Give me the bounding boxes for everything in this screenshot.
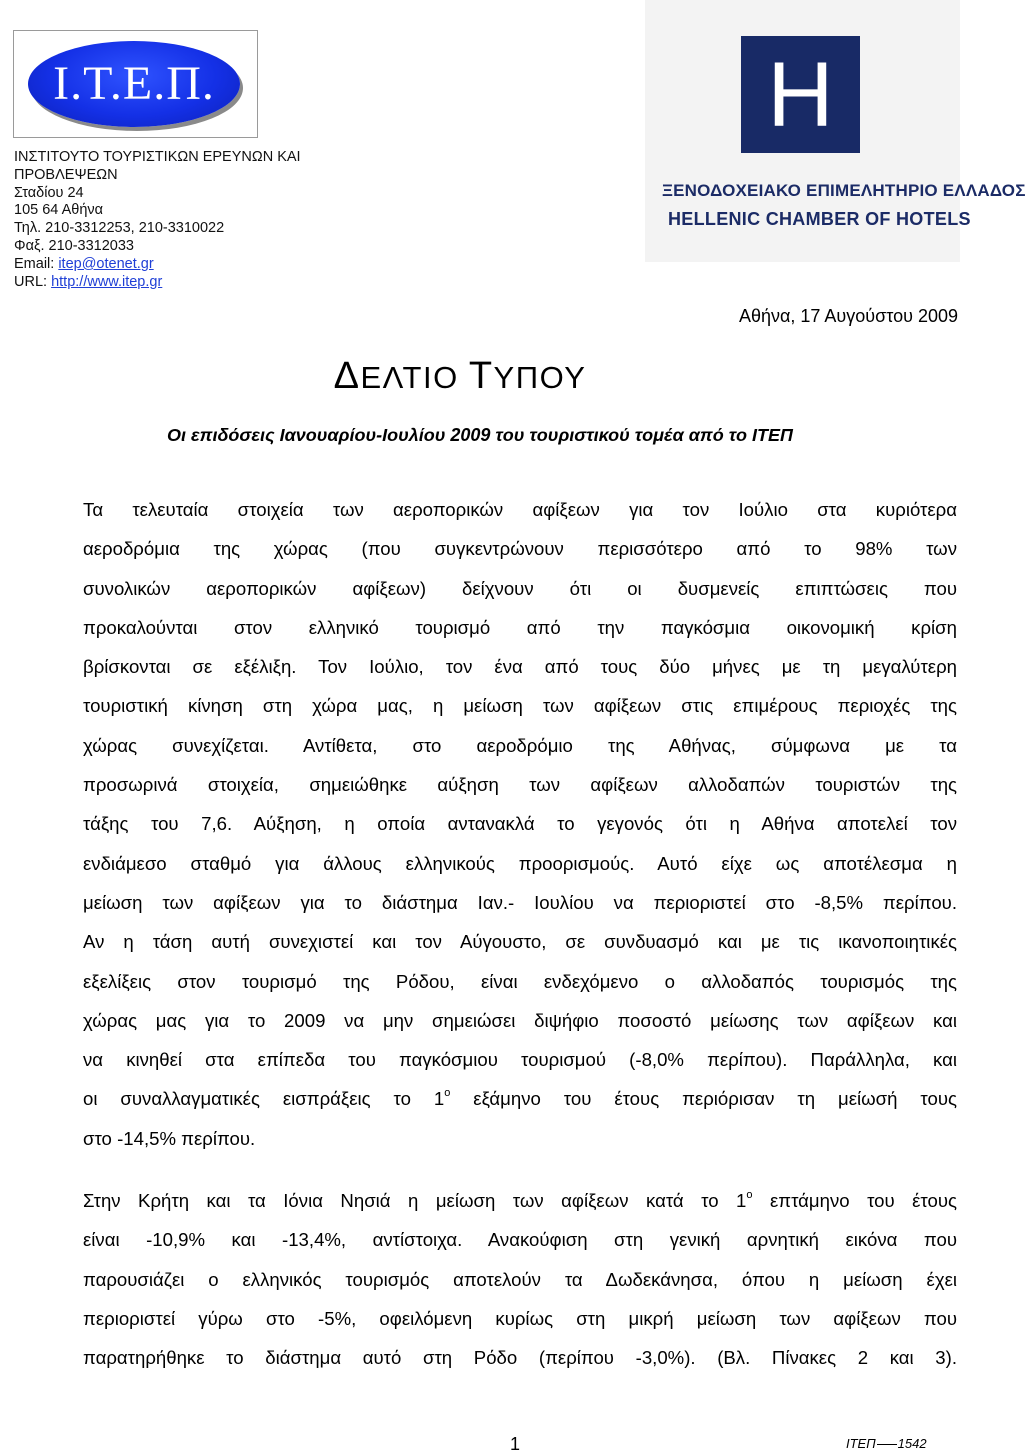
postcode-city: 105 64 Αθήνα bbox=[14, 202, 104, 219]
paragraph-line: Τα τελευταία στοιχεία των αεροπορικών αφίξεων για τον Ιούλιο στα κυριότερα bbox=[83, 499, 957, 520]
line-text: οι συναλλαγματικές εισπράξεις το 1 bbox=[83, 1088, 445, 1110]
footer-code-dash bbox=[877, 1444, 897, 1445]
paragraph-line: εξελίξεις στον τουρισμό της Ρόδου, είναι ενδεχόμενο ο αλλοδαπός τουρισμός της bbox=[83, 970, 957, 992]
paragraph-line: Αν η τάση αυτή συνεχιστεί και τον Αύγουστο, σε συνδυασμό και με τις ικανοποιητικές bbox=[83, 931, 957, 953]
line-text: εξάμηνο του έτους περιόρισαν τη μείωσή τους bbox=[450, 1088, 957, 1110]
paragraph-line: ενδιάμεσο σταθμό για άλλους ελληνικούς προορισμούς. Αυτό είχε ως αποτέλεσμα η bbox=[83, 852, 957, 874]
fax-number: Φαξ. 210-3312033 bbox=[14, 237, 134, 254]
paragraph-line: προσωρινά στοιχεία, σημειώθηκε αύξηση των αφίξεων αλλοδαπών τουριστών της bbox=[83, 774, 957, 796]
paragraph-line: παρουσιάζει ο ελληνικός τουρισμός αποτελούν τα Δωδεκάνησα, όπου η μείωση έχει bbox=[83, 1268, 957, 1290]
paragraph-line: προκαλούνται στον ελληνικό τουρισμό από την παγκόσμια οικονομική κρίση bbox=[83, 616, 957, 638]
paragraph-line: βρίσκονται σε εξέλιξη. Τον Ιούλιο, τον ένα από τους δύο μήνες με τη μεγαλύτερη bbox=[83, 656, 957, 678]
press-release-subtitle: Οι επιδόσεις Ιανουαρίου-Ιουλίου 2009 του τουριστικού τομέα από το ΙΤΕΠ bbox=[167, 425, 793, 445]
email-line bbox=[14, 256, 374, 274]
paragraph-line: αεροδρόμια της χώρας (που συγκεντρώνουν περισσότερο από το 98% των bbox=[83, 538, 957, 560]
email-label: Email: bbox=[14, 255, 59, 272]
body-paragraph-1 bbox=[83, 490, 957, 1158]
paragraph-line: περιοριστεί γύρω στο -5%, οφειλόμενη κυρίως στη μικρή μείωση των αφίξεων που bbox=[83, 1307, 957, 1329]
phone-numbers: Τηλ. 210-3312253, 210-3310022 bbox=[14, 220, 225, 237]
hotel-chamber-greek-name: ΞΕΝΟΔΟΧΕΙΑΚΟ ΕΠΙΜΕΛΗΤΗΡΙΟ ΕΛΛΑΔΟΣ bbox=[662, 181, 1026, 200]
footer-code-number: 1542 bbox=[897, 1436, 927, 1451]
paragraph-line-with-superscript bbox=[83, 1079, 957, 1118]
paragraph-line: παρατηρήθηκε το διάστημα αυτό στη Ρόδο (περίπου -3,0%). (Βλ. Πίνακες 2 και 3). bbox=[83, 1347, 957, 1369]
title-part-1: ΕΛΤΙΟ bbox=[360, 360, 469, 395]
paragraph-line: τουριστική κίνηση στη χώρα μας, η μείωση των αφίξεων στις επιμέρους περιοχές της bbox=[83, 695, 957, 717]
title-initial-2: Τ bbox=[468, 355, 494, 397]
title-part-2: ΥΠΟΥ bbox=[493, 360, 587, 395]
superscript: ο bbox=[746, 1189, 753, 1201]
paragraph-line: τάξης του 7,6. Αύξηση, η οποία αντανακλά το γεγονός ότι η Αθήνα αποτελεί τον bbox=[83, 813, 957, 835]
street-address: Σταδίου 24 bbox=[14, 184, 84, 201]
hotel-chamber-logo-letter: Η bbox=[767, 43, 834, 146]
itep-logo bbox=[13, 30, 258, 138]
email-link[interactable]: itep@otenet.gr bbox=[58, 255, 154, 272]
paragraph-line: μείωση των αφίξεων για το διάστημα Ιαν.- Ιουλίου να περιοριστεί στο -8,5% περίπου. bbox=[83, 891, 957, 913]
itep-logo-text: Ι.Τ.Ε.Π. bbox=[53, 57, 215, 110]
paragraph-line: είναι -10,9% και -13,4%, αντίστοιχα. Ανακούφιση στη γενική αρνητική εικόνα που bbox=[83, 1229, 957, 1251]
footer-document-code bbox=[846, 1436, 927, 1451]
page-number: 1 bbox=[510, 1434, 521, 1454]
line-text: Στην Κρήτη και τα Ιόνια Νησιά η μείωση των αφίξεων κατά το 1 bbox=[83, 1190, 747, 1211]
superscript: ο bbox=[444, 1087, 451, 1100]
paragraph-line: χώρας μας για το 2009 να μην σημειώσει διψήφιο ποσοστό μείωσης των αφίξεων και bbox=[83, 1009, 957, 1031]
paragraph-line-with-superscript bbox=[83, 1181, 957, 1220]
url-link[interactable]: http://www.itep.gr bbox=[51, 273, 163, 290]
paragraph-line: να κινηθεί στα επίπεδα του παγκόσμιου τουρισμού (-8,0% περίπου). Παράλληλα, και bbox=[83, 1049, 957, 1071]
hotel-chamber-english-name: HELLENIC CHAMBER OF HOTELS bbox=[668, 209, 971, 229]
press-release-title bbox=[200, 355, 720, 398]
sender-block bbox=[14, 149, 374, 291]
url-line bbox=[14, 274, 374, 292]
title-initial-1: Δ bbox=[333, 355, 361, 397]
hotel-chamber-logo-mark bbox=[741, 36, 860, 153]
paragraph-line: συνολικών αεροπορικών αφίξεων) δείχνουν ότι οι δυσμενείς επιπτώσεις που bbox=[83, 577, 957, 599]
url-label: URL: bbox=[14, 273, 52, 290]
paragraph-line: χώρας συνεχίζεται. Αντίθετα, στο αεροδρόμιο της Αθήνας, σύμφωνα με τα bbox=[83, 734, 957, 756]
footer-code-prefix: ΙΤΕΠ bbox=[846, 1436, 876, 1451]
paragraph-line: στο -14,5% περίπου. bbox=[83, 1127, 256, 1149]
org-name-line1: ΙΝΣΤΙΤΟΥΤΟ ΤΟΥΡΙΣΤΙΚΩΝ ΕΡΕΥΝΩΝ ΚΑΙ bbox=[14, 149, 301, 165]
org-name-line2: ΠΡΟΒΛΕΨΕΩΝ bbox=[14, 166, 118, 183]
document-date: Αθήνα, 17 Αυγούστου 2009 bbox=[738, 306, 958, 326]
line-text: επτάμηνο του έτους bbox=[752, 1190, 957, 1211]
body-paragraph-2 bbox=[83, 1181, 957, 1377]
itep-logo-oval bbox=[28, 41, 240, 127]
